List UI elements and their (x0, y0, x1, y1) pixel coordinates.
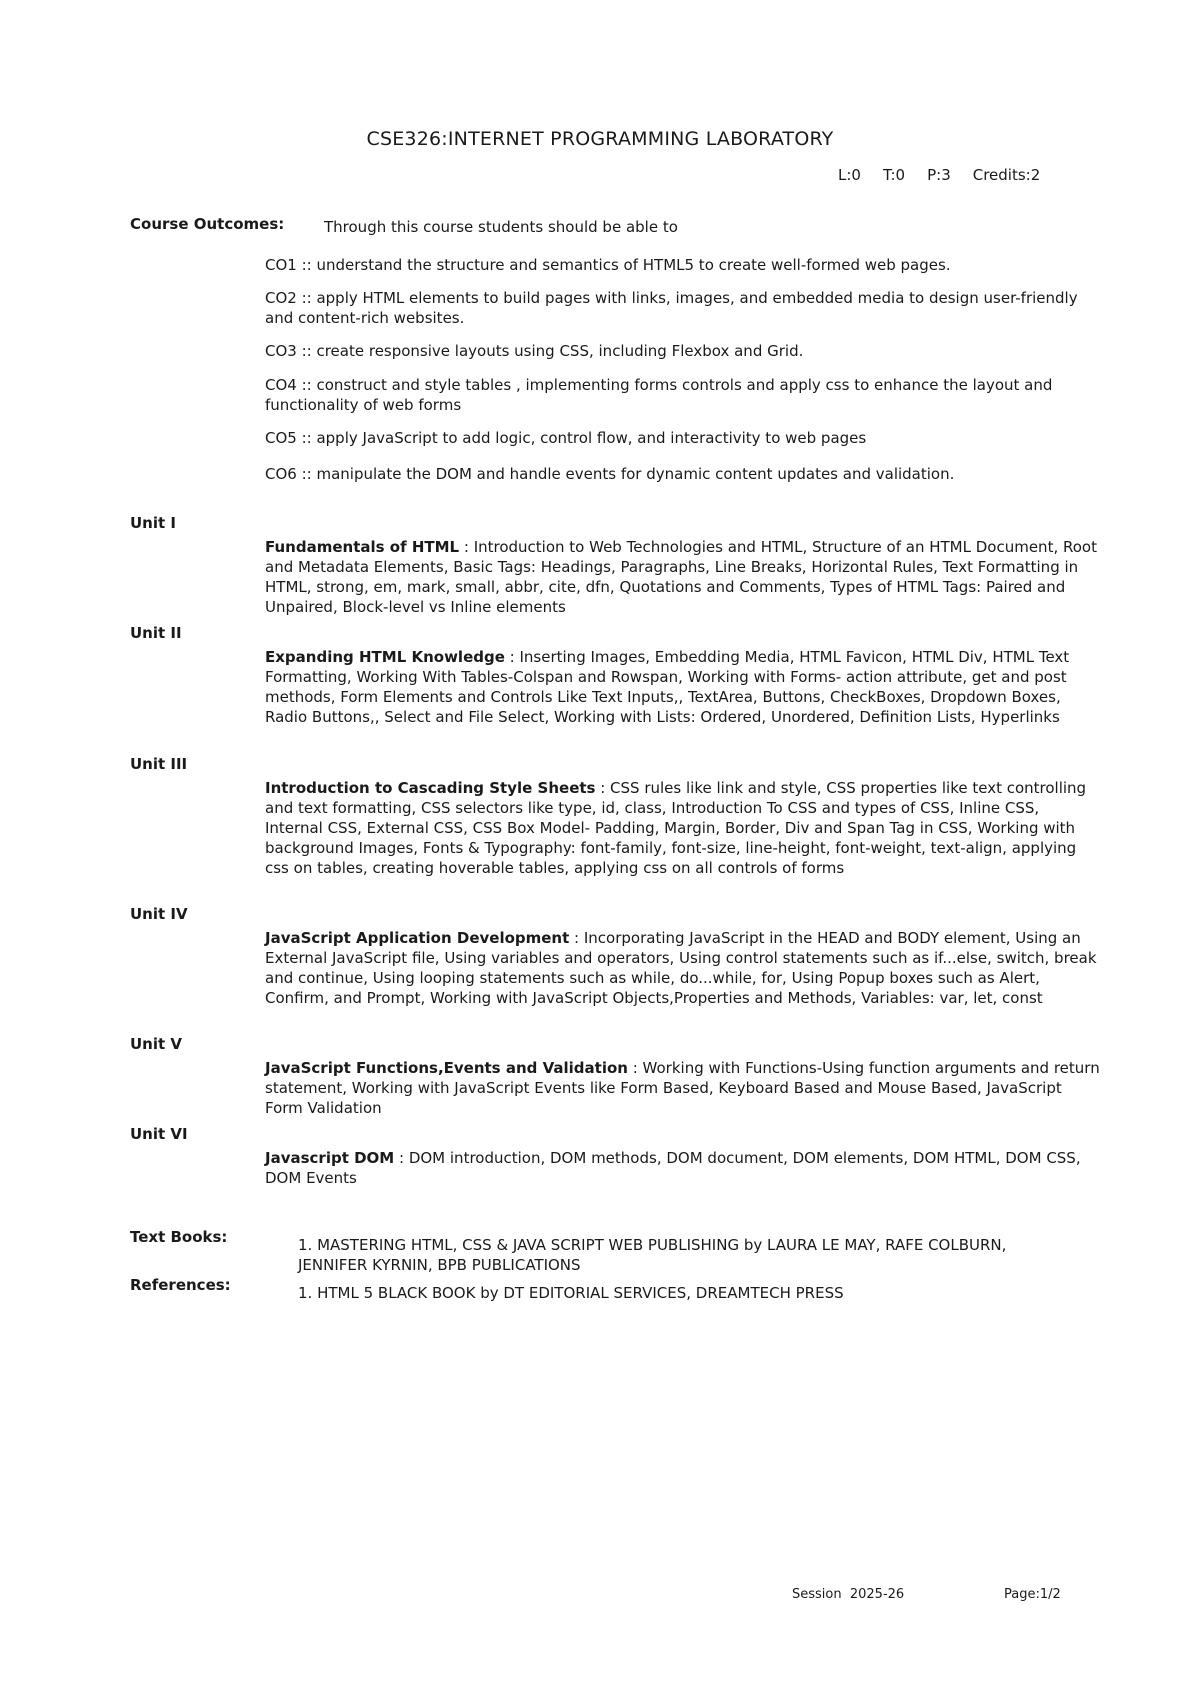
unit-content (265, 647, 1100, 727)
unit-label: Unit I (130, 514, 176, 532)
text-book-item: 1. MASTERING HTML, CSS & JAVA SCRIPT WEB PUBLISHING by LAURA LE MAY, RAFE COLBURN, JENNIFER KYRNIN, BPB PUBLICATIONS (298, 1236, 1007, 1274)
unit-text: : Working with Functions-Using function arguments and return statement, Working with JavaScript Events like Form Based, Keyboard Based and Mouse Based, JavaScript Form Validation (265, 1059, 1100, 1117)
unit-label: Unit III (130, 755, 188, 773)
unit-content (265, 1058, 1100, 1118)
unit-heading: JavaScript Application Development (265, 929, 570, 947)
credit-structure (838, 166, 1040, 184)
unit-label: Unit V (130, 1035, 183, 1053)
unit-text: : Introduction to Web Technologies and HTML, Structure of an HTML Document, Root and Metadata Elements, Basic Tags: Headings, Paragraphs, Line Breaks, Horizontal Rules, Text Formatting in HTML, strong, em, mark, small, abbr, cite, dfn, Quotations and Comments, Types of HTML Tags: Paired and Unpaired, Block-level vs Inline elements (265, 538, 1097, 616)
tutorial-hours: T:0 (882, 166, 906, 184)
course-outcome-item: CO6 :: manipulate the DOM and handle events for dynamic content updates and validation. (265, 465, 955, 483)
course-outcome-item: CO2 :: apply HTML elements to build pages with links, images, and embedded media to design user-friendly and content-rich websites. (265, 289, 1078, 327)
course-outcome-item: CO3 :: create responsive layouts using CSS, including Flexbox and Grid. (265, 342, 804, 360)
references-label: References: (130, 1276, 231, 1294)
unit-content (265, 537, 1100, 617)
course-outcome-item: CO5 :: apply JavaScript to add logic, control flow, and interactivity to web pages (265, 429, 867, 447)
unit-heading: Expanding HTML Knowledge (265, 648, 505, 666)
practical-hours: P:3 (927, 166, 951, 184)
unit-text: : Incorporating JavaScript in the HEAD and BODY element, Using an External JavaScript file, Using variables and operators, Using control statements such as if...else, switch, break and continue, Using looping statements such as while, do...while, for, Using Popup boxes such as Alert, Confirm, and Prompt, Working with JavaScript Objects,Properties and Methods, Variables: var, let, const (265, 929, 1097, 1007)
unit-content (265, 928, 1100, 1008)
lecture-hours: L:0 (838, 166, 861, 184)
unit-label: Unit IV (130, 905, 188, 923)
unit-text: : CSS rules like link and style, CSS properties like text controlling and text formatting, CSS selectors like type, id, class, Introduction To CSS and types of CSS, Inline CSS, Internal CSS, External CSS, CSS Box Model- Padding, Margin, Border, Div and Span Tag in CSS, Working with background Images, Fonts & Typography: font-family, font-size, line-height, font-weight, text-align, applying css on tables, creating hoverable tables, applying css on all controls of forms (265, 779, 1087, 877)
course-outcome-item: CO4 :: construct and style tables , implementing forms controls and apply css to enhance the layout and functionality of web forms (265, 376, 1053, 414)
credits: Credits:2 (972, 166, 1041, 184)
unit-heading: JavaScript Functions,Events and Validation (265, 1059, 628, 1077)
course-outcomes-intro: Through this course students should be able to (324, 218, 678, 236)
unit-text: : DOM introduction, DOM methods, DOM document, DOM elements, DOM HTML, DOM CSS, DOM Events (265, 1149, 1081, 1187)
unit-content (265, 778, 1100, 878)
course-outcomes-label: Course Outcomes: (130, 215, 285, 233)
session-info: Session 2025-26 (792, 1587, 905, 1602)
unit-content (265, 1148, 1100, 1188)
unit-label: Unit II (130, 624, 182, 642)
page-number: Page:1/2 (1004, 1587, 1061, 1602)
unit-heading: Fundamentals of HTML (265, 538, 460, 556)
unit-heading: Introduction to Cascading Style Sheets (265, 779, 596, 797)
unit-text: : Inserting Images, Embedding Media, HTML Favicon, HTML Div, HTML Text Formatting, Working With Tables-Colspan and Rowspan, Working with Forms- action attribute, get and post methods, Form Elements and Controls Like Text Inputs,, TextArea, Buttons, CheckBoxes, Dropdown Boxes, Radio Buttons,, Select and File Select, Working with Lists: Ordered, Unordered, Definition Lists, Hyperlinks (265, 648, 1070, 726)
unit-heading: Javascript DOM (265, 1149, 395, 1167)
course-outcome-item: CO1 :: understand the structure and semantics of HTML5 to create well-formed web pages. (265, 256, 951, 274)
text-books-label: Text Books: (130, 1228, 228, 1246)
reference-item: 1. HTML 5 BLACK BOOK by DT EDITORIAL SERVICES, DREAMTECH PRESS (298, 1284, 844, 1302)
page-title: CSE326:INTERNET PROGRAMMING LABORATORY (366, 128, 834, 150)
unit-label: Unit VI (130, 1125, 188, 1143)
